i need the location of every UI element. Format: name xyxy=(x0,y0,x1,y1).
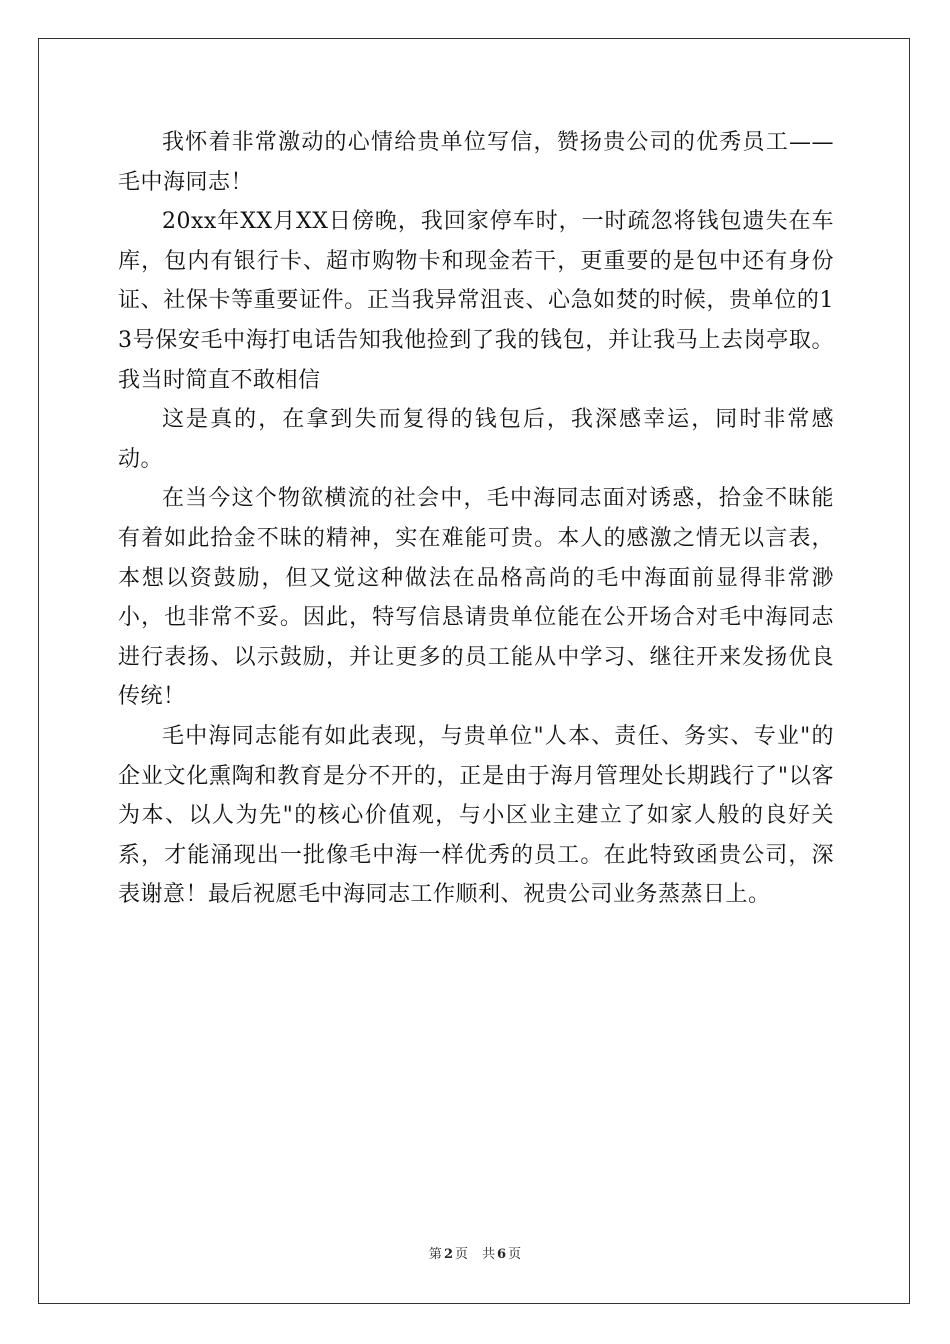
page-prefix: 第 xyxy=(428,1247,442,1262)
page-footer xyxy=(0,1243,950,1262)
paragraph-3: 这是真的，在拿到失而复得的钱包后，我深感幸运，同时非常感动。 xyxy=(118,407,834,472)
document-body xyxy=(118,123,834,915)
paragraph-2: 20xx年XX月XX日傍晚，我回家停车时，一时疏忽将钱包遗失在车库，包内有银行卡、超市购物卡和现金若干，更重要的是包中还有身份证、社保卡等重要证件。正当我异常沮丧、心急如焚的时候，贵单位的13号保安毛中海打电话告知我他捡到了我的钱包，并让我马上去岗亭取。我当时简直不敢相信 xyxy=(118,209,834,393)
paragraph-1: 我怀着非常激动的心情给贵单位写信，赞扬贵公司的优秀员工——毛中海同志！ xyxy=(118,130,834,195)
page-total: 6 xyxy=(497,1247,507,1262)
paragraph-4: 在当今这个物欲横流的社会中，毛中海同志面对诱惑，拾金不昧能有着如此拾金不昧的精神，实在难能可贵。本人的感激之情无以言表，本想以资鼓励，但又觉这种做法在品格高尚的毛中海面前显得非常渺小，也非常不妥。因此，特写信恳请贵单位能在公开场合对毛中海同志进行表扬、以示鼓励，并让更多的员工能从中学习、继往开来发扬优良传统！ xyxy=(118,486,834,710)
total-prefix: 共 xyxy=(482,1247,496,1262)
page-suffix: 页 xyxy=(454,1247,468,1262)
paragraph-5: 毛中海同志能有如此表现，与贵单位"人本、责任、务实、专业"的企业文化熏陶和教育是分不开的，正是由于海月管理处长期践行了"以客为本、以人为先"的核心价值观，与小区业主建立了如家人般的良好关系，才能涌现出一批像毛中海一样优秀的员工。在此特致函贵公司，深表谢意！最后祝愿毛中海同志工作顺利、祝贵公司业务蒸蒸日上。 xyxy=(118,723,834,908)
page-current: 2 xyxy=(443,1247,453,1262)
total-suffix: 页 xyxy=(508,1247,522,1262)
